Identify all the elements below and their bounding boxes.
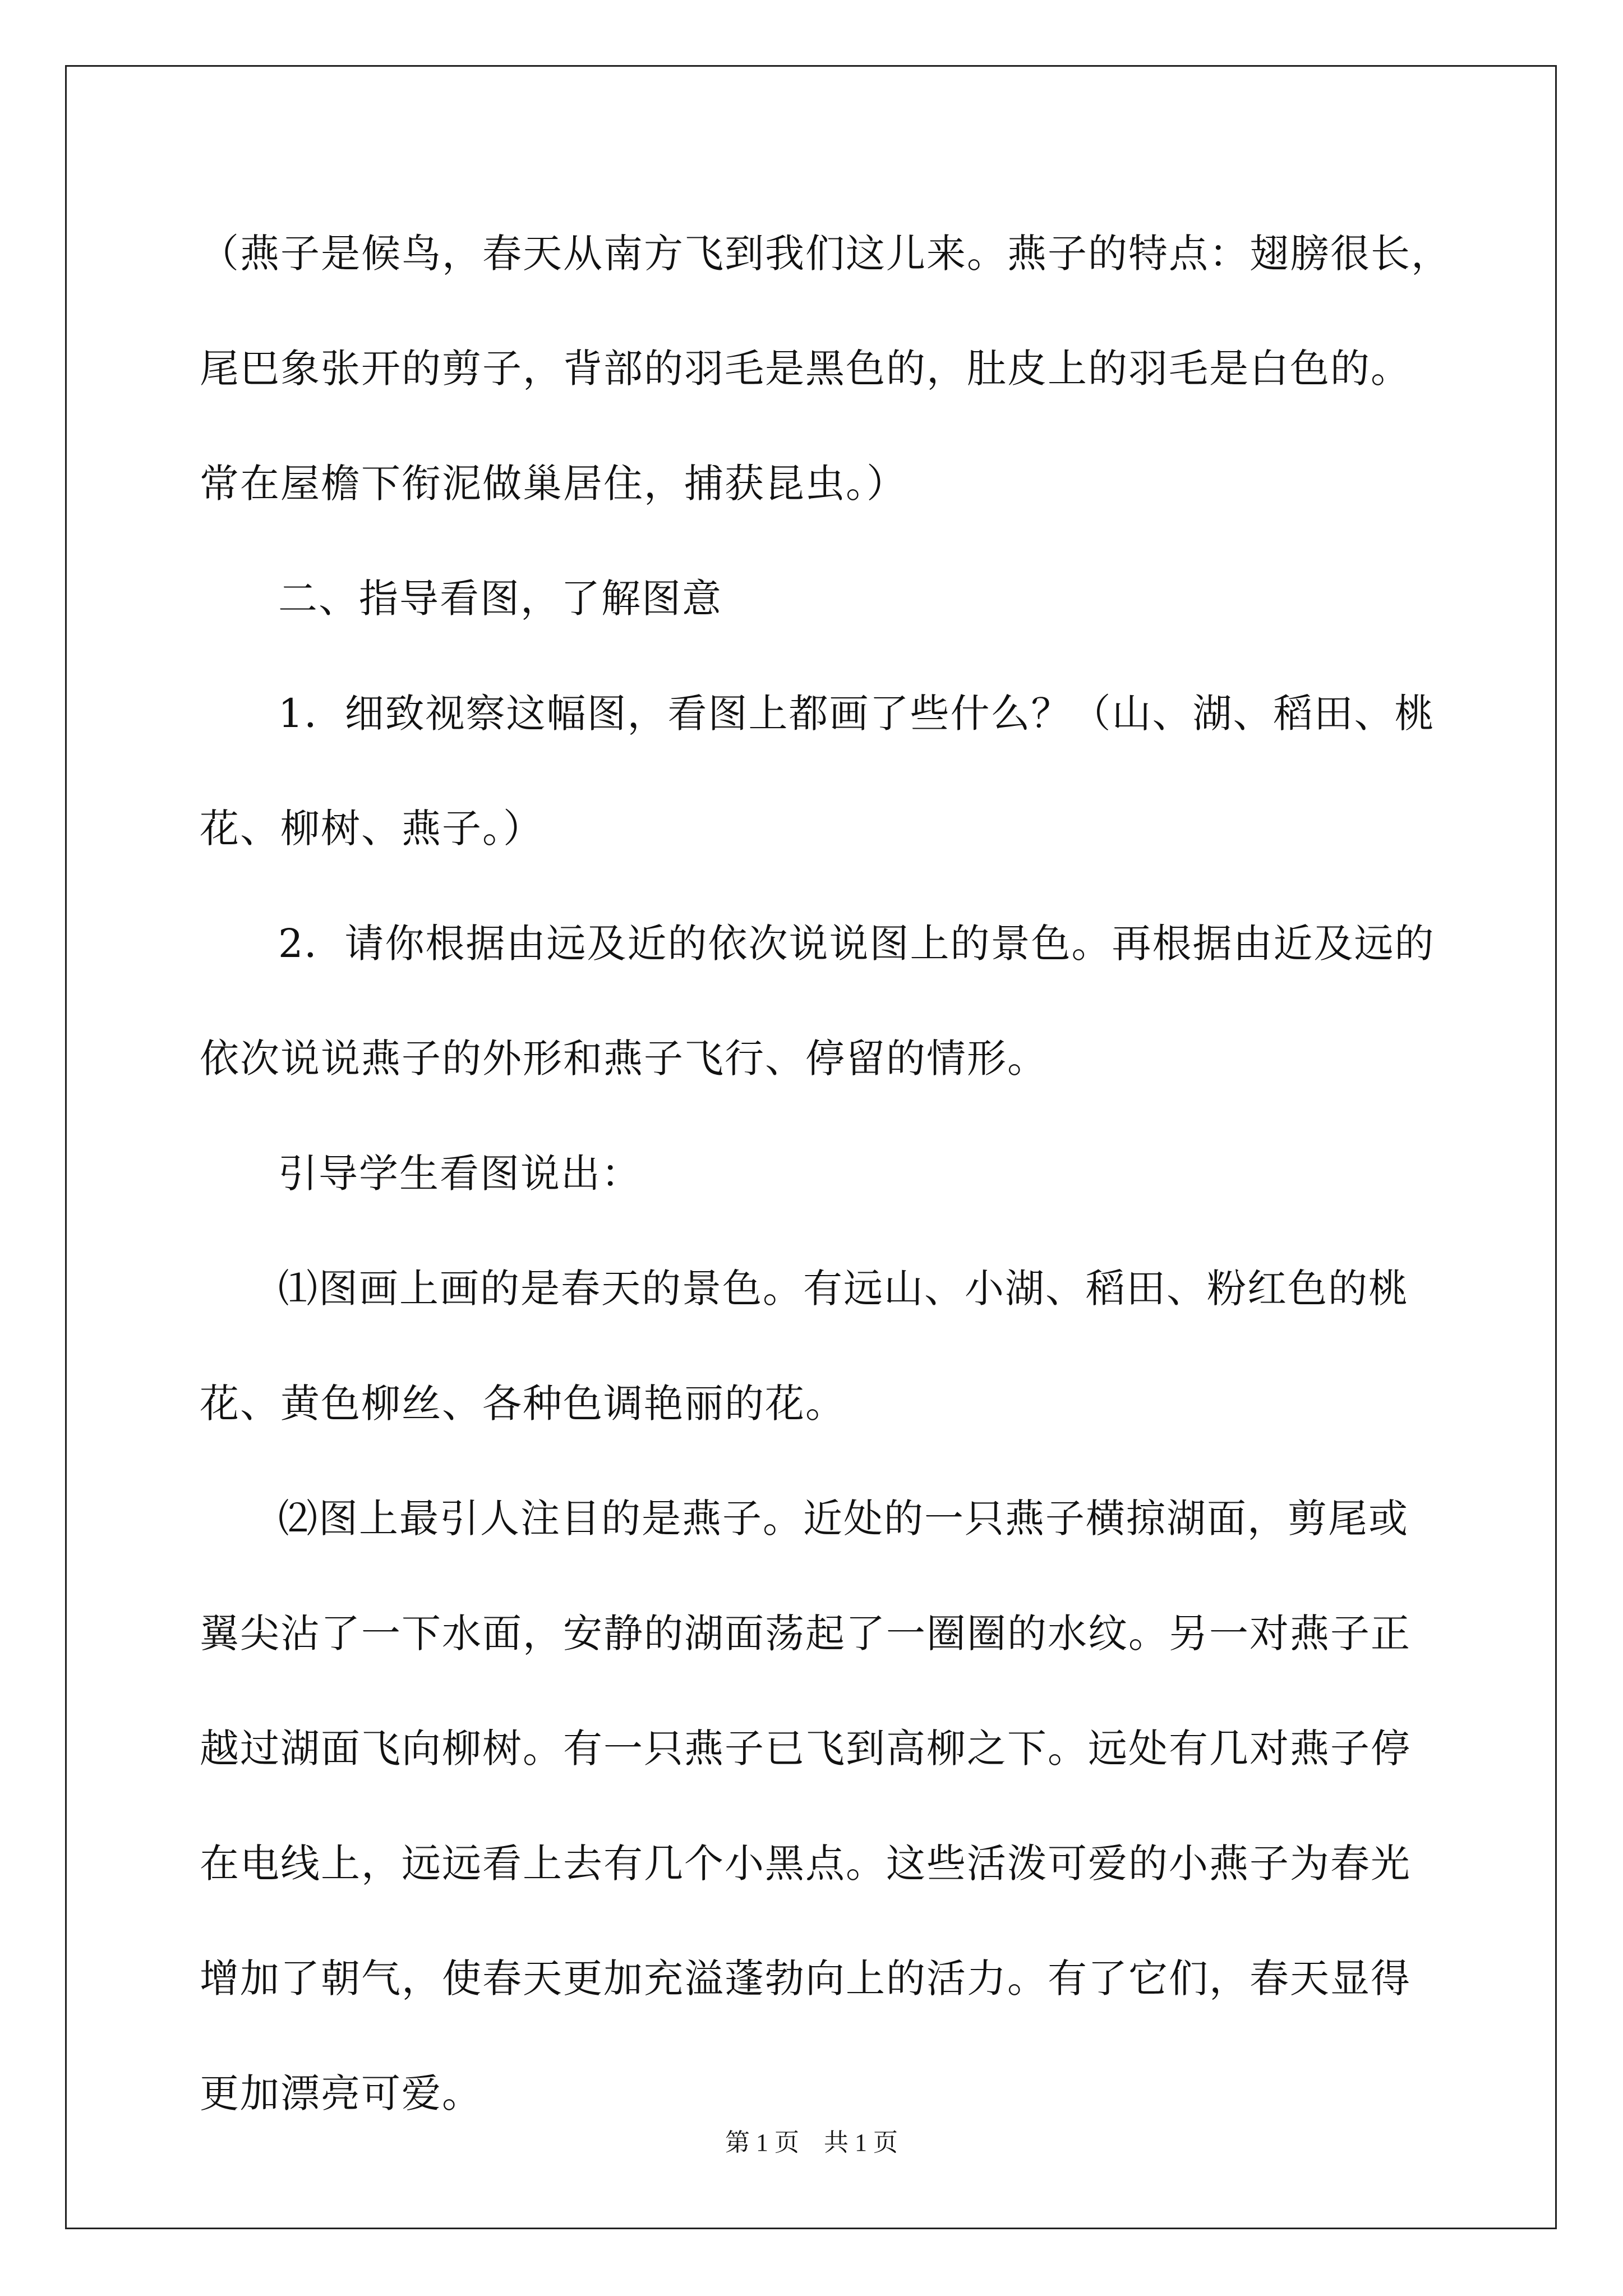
text-line: 在电线上，远远看上去有几个小黑点。这些活泼可爱的小燕子为春光 <box>200 1841 1411 1887</box>
text-line: 1．细致视察这幅图，看图上都画了些什么？（山、湖、稻田、桃 <box>278 691 1435 737</box>
text-line: ⑴图画上画的是春天的景色。有远山、小湖、稻田、粉红色的桃 <box>278 1266 1409 1312</box>
text-line: ⑵图上最引人注目的是燕子。近处的一只燕子横掠湖面，剪尾或 <box>278 1496 1409 1542</box>
text-line: （燕子是候鸟，春天从南方飞到我们这儿来。燕子的特点：翅膀很长， <box>200 231 1451 277</box>
text-line: 越过湖面飞向柳树。有一只燕子已飞到高柳之下。远处有几对燕子停 <box>200 1726 1411 1772</box>
text-line: 依次说说燕子的外形和燕子飞行、停留的情形。 <box>200 1036 1048 1082</box>
text-line: 花、柳树、燕子。） <box>200 806 543 852</box>
text-line: 更加漂亮可爱。 <box>200 2070 482 2116</box>
text-line: 常在屋檐下衔泥做巢居住，捕获昆虫。） <box>200 461 907 507</box>
text-line: 引导学生看图说出： <box>278 1151 642 1197</box>
page-number-footer: 第 1 页 共 1 页 <box>725 2129 898 2156</box>
text-line: 花、黄色柳丝、各种色调艳丽的花。 <box>200 1381 846 1427</box>
text-line: 2．请你根据由远及近的依次说说图上的景色。再根据由近及远的 <box>278 921 1435 967</box>
text-line: 翼尖沾了一下水面，安静的湖面荡起了一圈圈的水纹。另一对燕子正 <box>200 1611 1411 1657</box>
text-line: 尾巴象张开的剪子，背部的羽毛是黑色的，肚皮上的羽毛是白色的。 <box>200 346 1411 392</box>
section-heading: 二、指导看图，了解图意 <box>278 576 722 622</box>
text-line: 增加了朝气，使春天更加充溢蓬勃向上的活力。有了它们，春天显得 <box>200 1955 1411 2001</box>
